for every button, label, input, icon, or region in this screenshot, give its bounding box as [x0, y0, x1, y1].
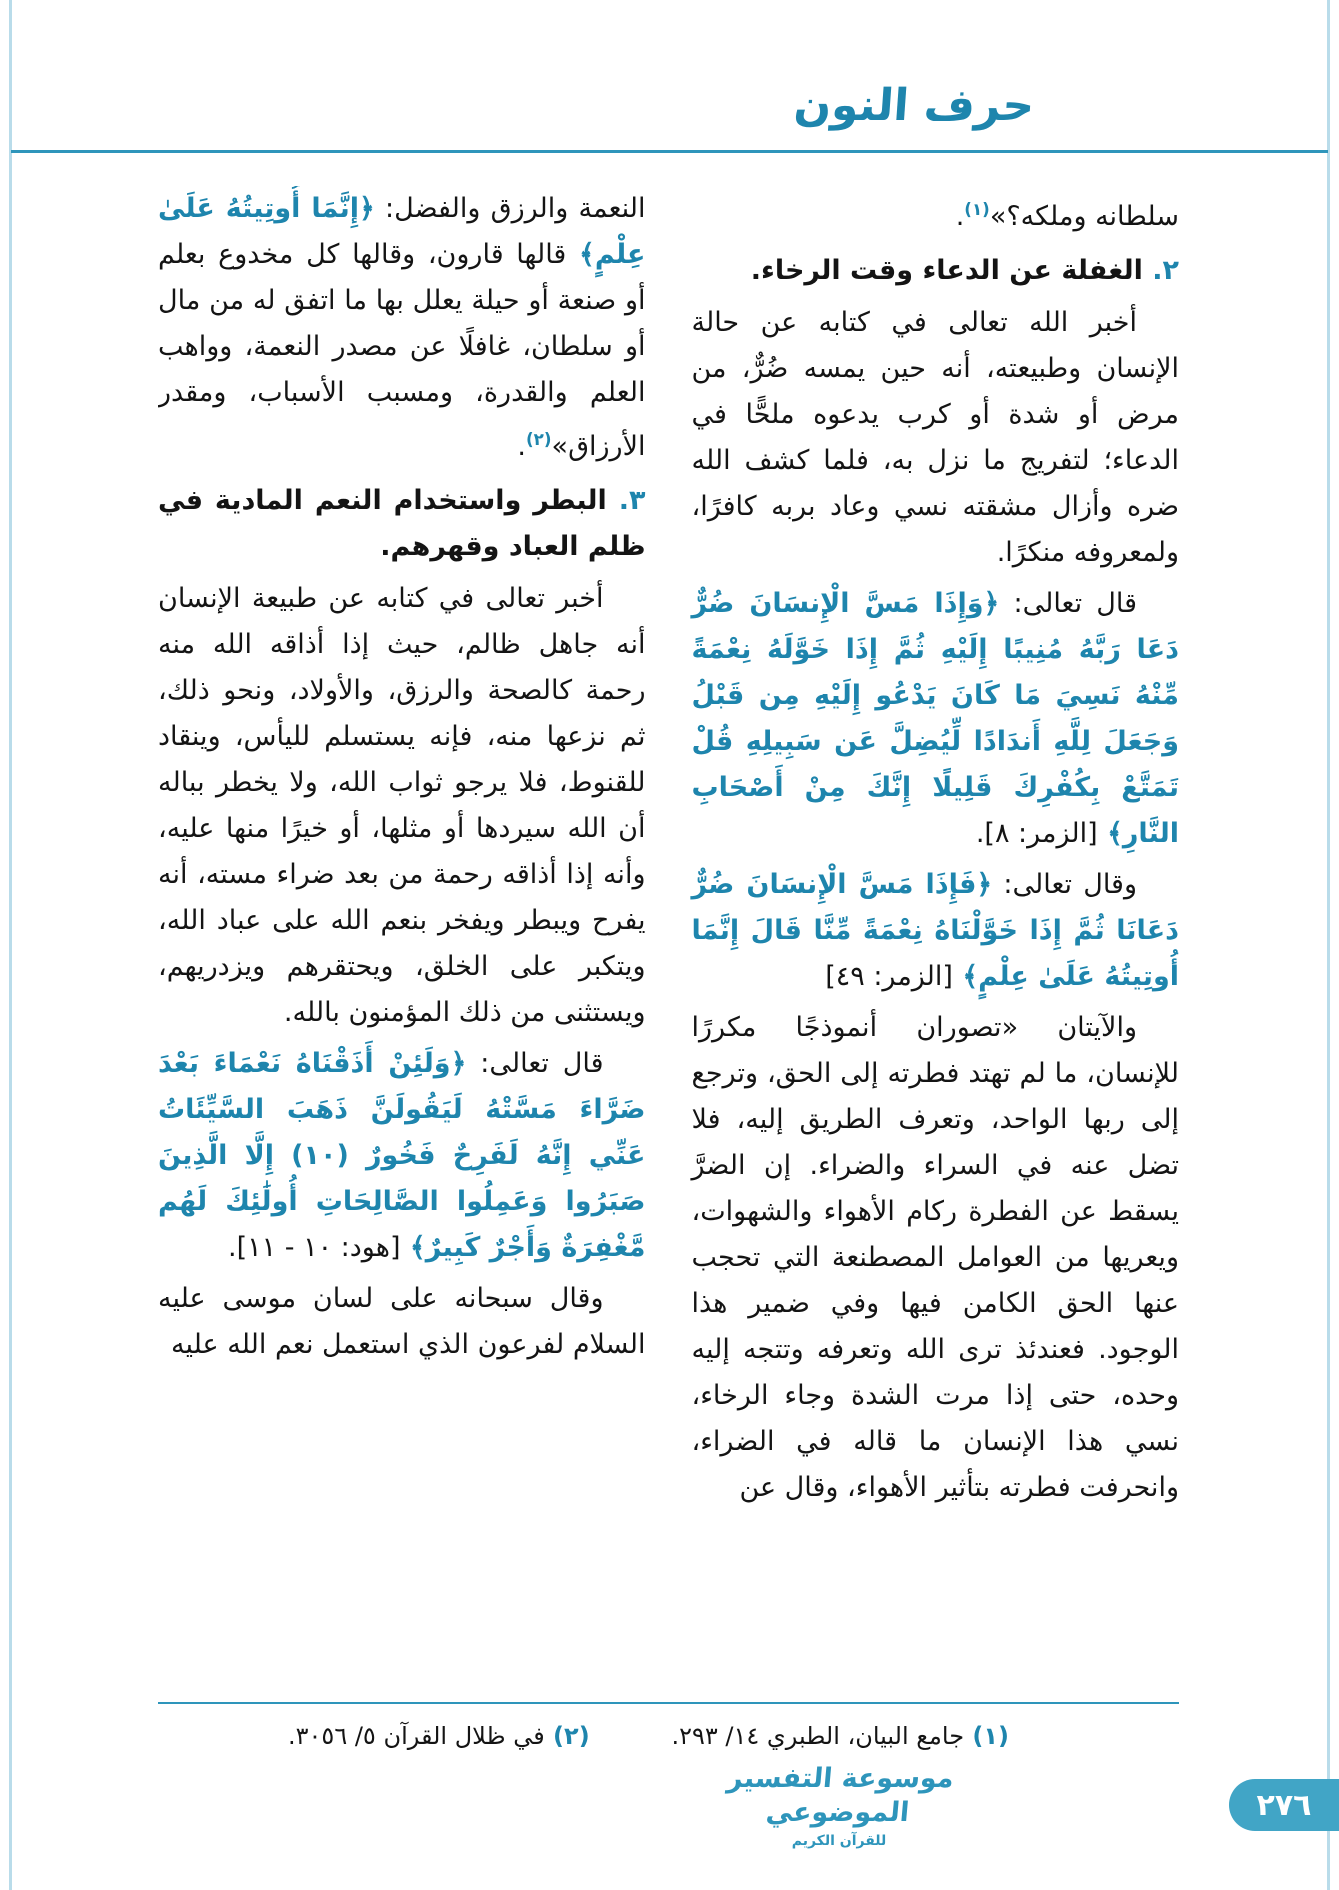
text-columns — [158, 186, 1179, 1694]
text-run: قال تعالى: — [466, 1048, 604, 1079]
text-run: والآيتان «تصوران أنموذجًا مكررًا للإنسان، ما لم تهتد فطرته إلى الحق، وترجع إلى ربها الواحد، وتعرف الطريق إليه، فلا تضل عنه في السراء والضراء. إن الضرَّ يسقط عن الفطرة ركام الأهواء والشهوات، ويعريها من العوامل المصطنعة التي تحجب عنها الحق الكامن فيها وفي ضمير هذا الوجود. فعندئذ ترى الله وتعرفه وتتجه إليه وحده، حتى إذا مرت الشدة وجاء الرخاء، نسي هذا الإنسان ما قاله في الضراء، وانحرفت فطرته بتأثير الأهواء، وقال عن — [691, 1012, 1179, 1503]
text-run: [الزمر: ٨]. — [975, 818, 1098, 849]
logo-subtitle: للقرآن الكريم — [791, 1833, 887, 1849]
text-run: الغفلة عن الدعاء وقت الرخاء. — [750, 255, 1143, 286]
paragraph — [158, 1276, 646, 1368]
paragraph — [692, 581, 1180, 857]
footnote-rule — [158, 1702, 1179, 1704]
section-heading — [692, 248, 1180, 294]
chapter-header: حرف النون — [791, 80, 1036, 131]
column-right — [692, 186, 1180, 1694]
paragraph — [692, 862, 1180, 1000]
text-run: قالها قارون، وقالها كل مخدوع بعلم أو صنعة أو حيلة يعلل بها ما اتفق له من مال أو سلطان، غافلًا عن مصدر النعمة، وواهب العلم والقدرة، ومسبب الأسباب، ومقدر الأرزاق» — [158, 239, 646, 462]
text-run: وقال تعالى: — [992, 869, 1137, 900]
text-run: أخبر تعالى في كتابه عن طبيعة الإنسان أنه جاهل ظالم، حيث إذا أذاقه الله منه رحمة كالصحة والرزق، والأولاد، ونحو ذلك، ثم نزعها منه، فإنه يستسلم لليأس، وينقاد للقنوط، فلا يرجو ثواب الله، ولا يخطر بباله أن الله سيردها أو مثلها، أو خيرًا منها عليه، وأنه إذا أذاقه رحمة من بعد ضراء مسته، أنه يفرح ويبطر ويفخر بنعم الله على عباد الله، ويتكبر على الخلق، ويحتقرهم ويزدريهم، ويستثنى من ذلك المؤمنون بالله. — [158, 583, 646, 1028]
text-run: . — [955, 201, 965, 232]
text-run: النعمة والرزق والفضل: — [374, 193, 646, 224]
paragraph — [692, 1005, 1180, 1511]
text-run: البطر واستخدام النعم المادية في ظلم العباد وقهرهم. — [158, 485, 646, 562]
text-run: في ظلال القرآن ٥/ ٣٠٥٦. — [288, 1722, 545, 1750]
text-run: [الزمر: ٤٩] — [825, 961, 953, 992]
right-border-line — [1327, 0, 1330, 1890]
logo-title: موسوعة التفسير الموضوعي — [725, 1763, 956, 1828]
text-run: سلطانه وملكه؟» — [989, 201, 1179, 232]
header-rule — [11, 150, 1328, 153]
publisher-logo — [684, 1762, 994, 1852]
text-run: أخبر الله تعالى في كتابه عن حالة الإنسان وطبيعته، أنه حين يمسه ضُرٌّ، من مرض أو شدة أو كرب يدعوه ملحًّا في الدعاء؛ لتفريج ما نزل به، فلما كشف الله ضره وأزال مشقته نسي وعاد بربه كافرًا، ولمعروفه منكرًا. — [691, 307, 1179, 568]
footnote — [671, 1716, 1009, 1756]
paragraph — [692, 300, 1180, 576]
paragraph — [692, 186, 1180, 240]
paragraph — [158, 576, 646, 1036]
footnote-marker: (٢) — [526, 429, 552, 449]
quran-verse: ﴿وَلَئِنْ أَذَقْنَاهُ نَعْمَاءَ بَعْدَ ضَرَّاءَ مَسَّتْهُ لَيَقُولَنَّ ذَهَبَ السَّيِّئَاتُ عَنِّي إِنَّهُ لَفَرِحٌ فَخُورٌ (١٠) إِلَّا الَّذِينَ صَبَرُوا وَعَمِلُوا الصَّالِحَاتِ أُولَٰئِكَ لَهُم مَّغْفِرَةٌ وَأَجْرٌ كَبِيرٌ﴾ — [158, 1048, 646, 1263]
heading-number: ٢. — [1142, 255, 1179, 286]
text-run: جامع البيان، الطبري ١٤/ ٢٩٣. — [671, 1722, 965, 1750]
heading-number: (١) — [964, 1722, 1009, 1750]
text-run: وقال سبحانه على لسان موسى عليه السلام لفرعون الذي استعمل نعم الله عليه — [158, 1283, 646, 1360]
page-number: ٢٧٦ — [1229, 1779, 1339, 1831]
footnote — [288, 1716, 590, 1756]
quran-verse: ﴿فَإِذَا مَسَّ الْإِنسَانَ ضُرٌّ دَعَانَا ثُمَّ إِذَا خَوَّلْنَاهُ نِعْمَةً مِّنَّا قَالَ إِنَّمَا أُوتِيتُهُ عَلَىٰ عِلْمٍ﴾ — [691, 869, 1179, 992]
quran-verse: ﴿إِنَّمَا أُوتِيتُهُ عَلَىٰ عِلْمٍ﴾ — [158, 193, 646, 270]
paragraph — [158, 186, 646, 470]
paragraph — [158, 1041, 646, 1271]
text-run: قال تعالى: — [999, 588, 1137, 619]
quran-verse: ﴿وَإِذَا مَسَّ الْإِنسَانَ ضُرٌّ دَعَا رَبَّهُ مُنِيبًا إِلَيْهِ ثُمَّ إِذَا خَوَّلَهُ نِعْمَةً مِّنْهُ نَسِيَ مَا كَانَ يَدْعُو إِلَيْهِ مِن قَبْلُ وَجَعَلَ لِلَّهِ أَندَادًا لِّيُضِلَّ عَن سَبِيلِهِ قُلْ تَمَتَّعْ بِكُفْرِكَ قَلِيلًا إِنَّكَ مِنْ أَصْحَابِ النَّارِ﴾ — [691, 588, 1179, 849]
footnote-marker: (١) — [964, 199, 990, 219]
text-run: [هود: ١٠ - ١١]. — [228, 1232, 401, 1263]
text-run: . — [517, 431, 527, 462]
heading-number: ٣. — [606, 485, 646, 516]
left-border-line — [9, 0, 12, 1890]
footnotes — [158, 1716, 1179, 1756]
column-left — [158, 186, 646, 1694]
section-heading — [158, 478, 646, 570]
heading-number: (٢) — [544, 1722, 590, 1750]
